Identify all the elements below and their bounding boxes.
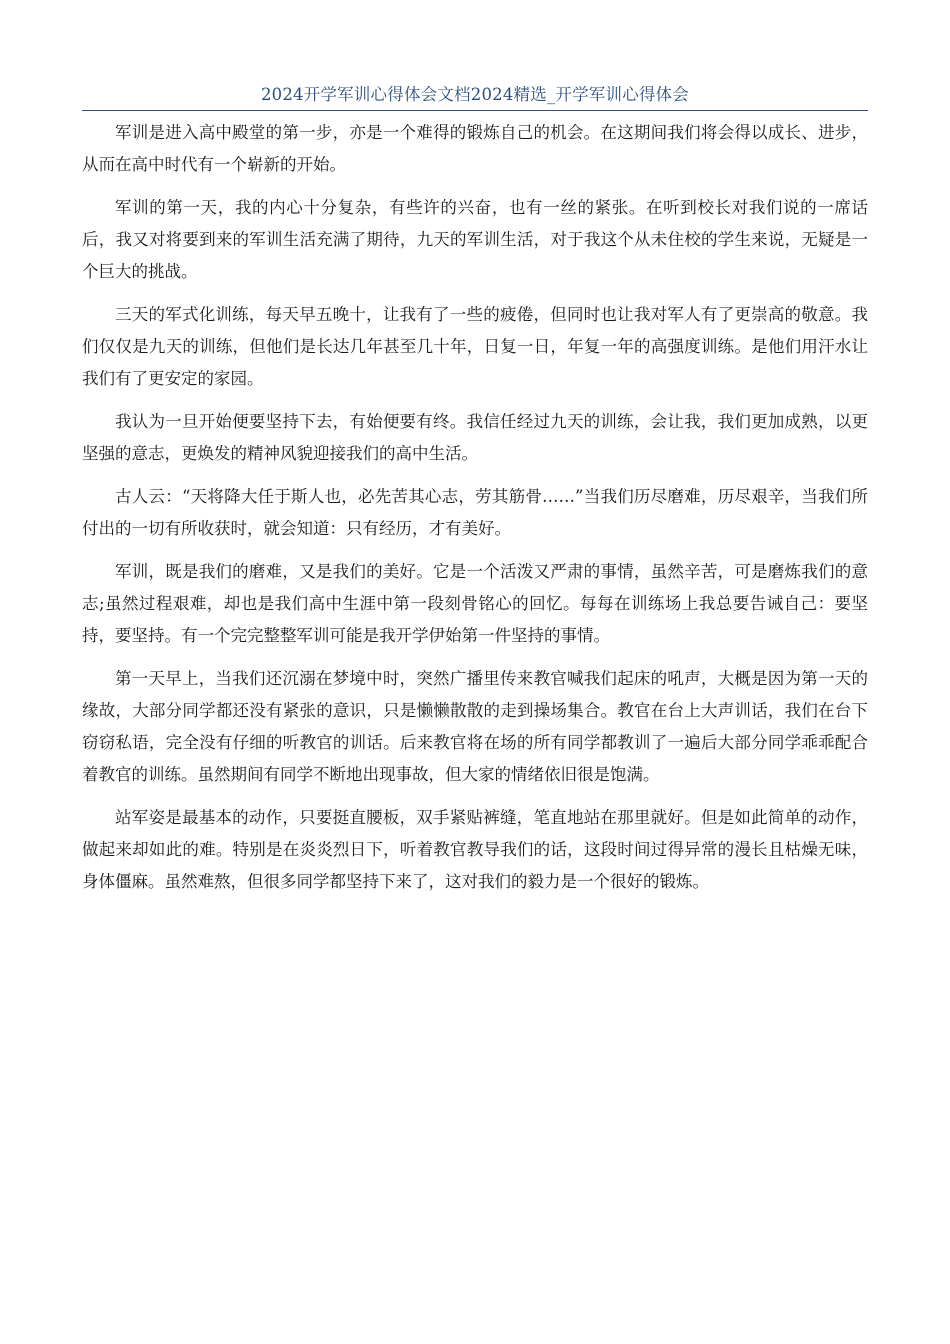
document-header [82, 84, 868, 111]
paragraph: 军训的第一天，我的内心十分复杂，有些许的兴奋，也有一丝的紧张。在听到校长对我们说的一席话后，我又对将要到来的军训生活充满了期待，九天的军训生活，对于我这个从未住校的学生来说，无疑是一个巨大的挑战。 [82, 198, 868, 281]
paragraph: 我认为一旦开始便要坚持下去，有始便要有终。我信任经过九天的训练，会让我，我们更加成熟，以更坚强的意志，更焕发的精神风貌迎接我们的高中生活。 [82, 412, 868, 463]
paragraph: 军训，既是我们的磨难，又是我们的美好。它是一个活泼又严肃的事情，虽然辛苦，可是磨炼我们的意志;虽然过程艰难，却也是我们高中生涯中第一段刻骨铭心的回忆。每每在训练场上我总要告诫自己：要坚持，要坚持。有一个完完整整军训可能是我开学伊始第一件坚持的事情。 [82, 562, 868, 645]
paragraph: 三天的军式化训练，每天早五晚十，让我有了一些的疲倦，但同时也让我对军人有了更崇高的敬意。我们仅仅是九天的训练，但他们是长达几年甚至几十年，日复一日，年复一年的高强度训练。是他们用汗水让我们有了更安定的家园。 [82, 305, 868, 388]
document-body [82, 117, 868, 909]
paragraph: 古人云：“天将降大任于斯人也，必先苦其心志，劳其筋骨……”当我们历尽磨难，历尽艰辛，当我们所付出的一切有所收获时，就会知道：只有经历，才有美好。 [82, 487, 868, 538]
paragraph: 第一天早上，当我们还沉溺在梦境中时，突然广播里传来教官喊我们起床的吼声，大概是因为第一天的缘故，大部分同学都还没有紧张的意识，只是懒懒散散的走到操场集合。教官在台上大声训话，我们在台下窃窃私语，完全没有仔细的听教官的训话。后来教官将在场的所有同学都教训了一遍后大部分同学乖乖配合着教官的训练。虽然期间有同学不断地出现事故，但大家的情绪依旧很是饱满。 [82, 669, 868, 784]
paragraph: 站军姿是最基本的动作，只要挺直腰板，双手紧贴裤缝，笔直地站在那里就好。但是如此简单的动作，做起来却如此的难。特别是在炎炎烈日下，听着教官教导我们的话，这段时间过得异常的漫长且枯燥无味，身体僵麻。虽然难熬，但很多同学都坚持下来了，这对我们的毅力是一个很好的锻炼。 [82, 808, 868, 891]
paragraph: 军训是进入高中殿堂的第一步，亦是一个难得的锻炼自己的机会。在这期间我们将会得以成长、进步，从而在高中时代有一个崭新的开始。 [82, 123, 868, 174]
document-title: 2024开学军训心得体会文档2024精选_开学军训心得体会 [260, 85, 690, 104]
